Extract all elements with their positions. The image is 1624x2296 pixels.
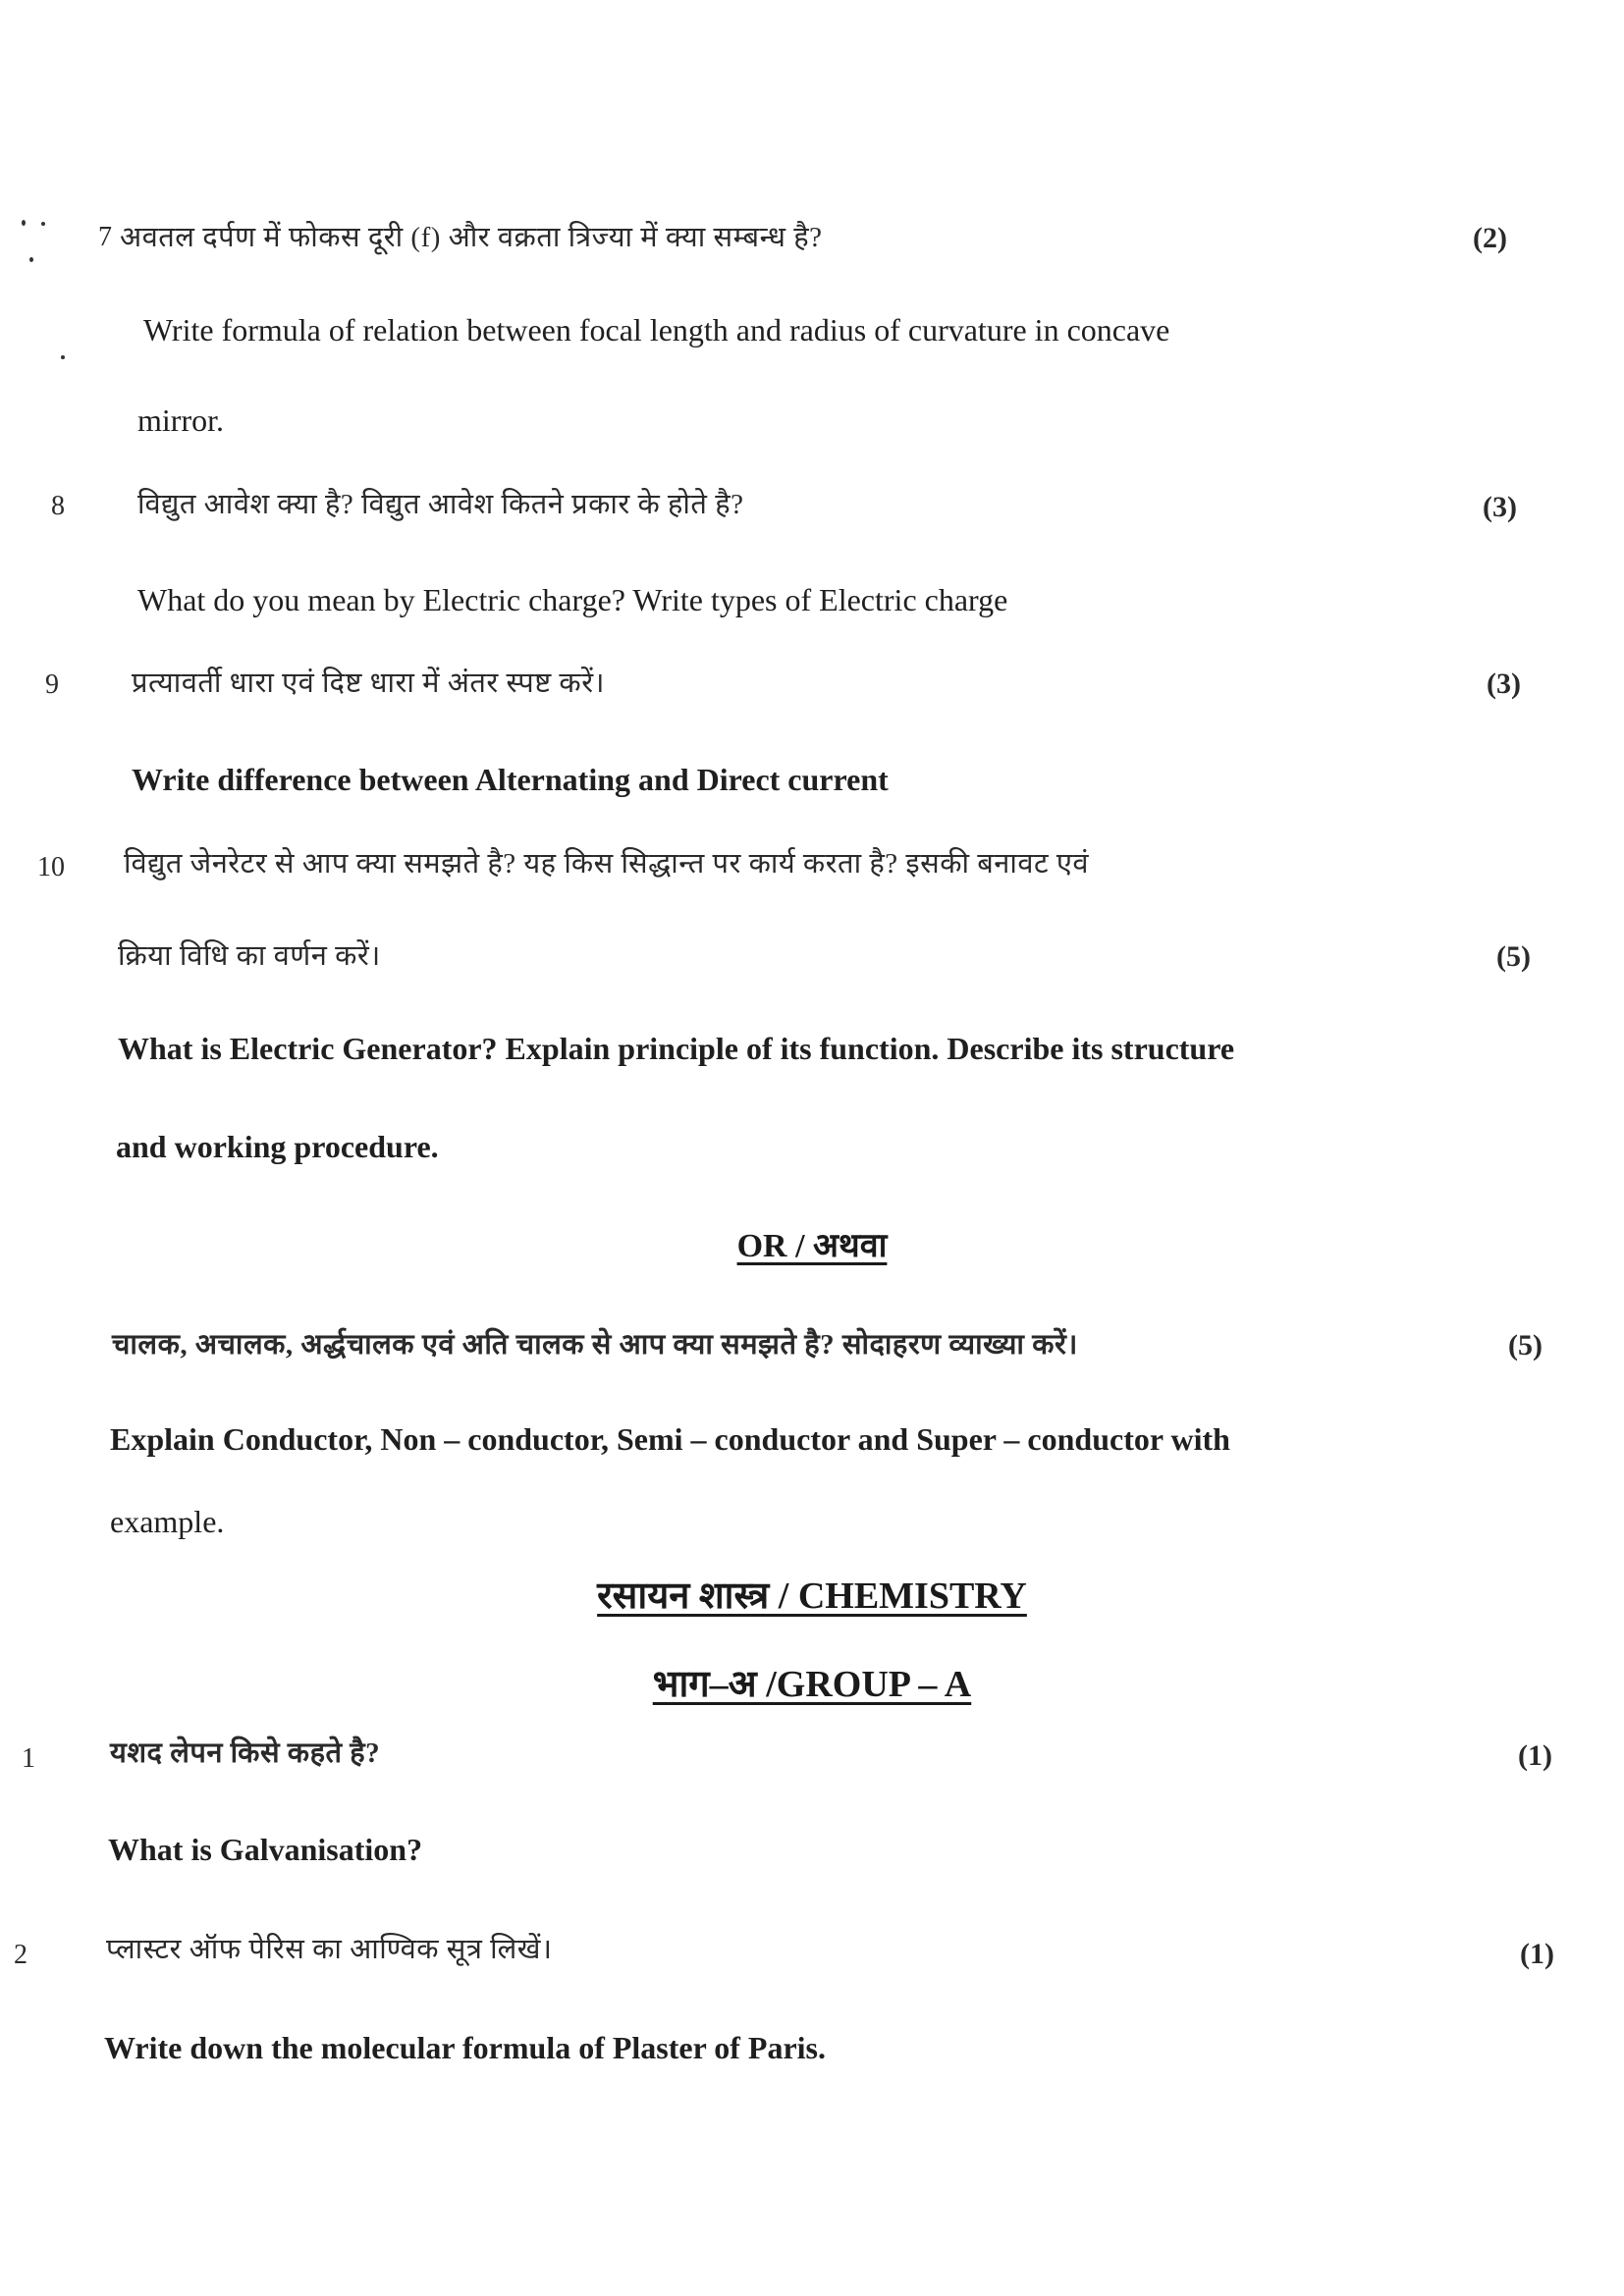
question-number: 2: [14, 1940, 27, 1970]
question-number: 8: [51, 491, 65, 521]
question-marks: (1): [1518, 1739, 1552, 1772]
question-hindi: यशद लेपन किसे कहते है?: [110, 1737, 381, 1769]
or-divider: OR / अथवा: [736, 1228, 888, 1264]
question-hindi: विद्युत आवेश क्या है? विद्युत आवेश कितने प्रकार के होते है?: [137, 489, 744, 520]
question-marks: (1): [1520, 1938, 1554, 1970]
question-english-cont: and working procedure.: [116, 1129, 439, 1164]
question-hindi: विद्युत जेनरेटर से आप क्या समझते है? यह किस सिद्धान्त पर कार्य करता है? इसकी बनावट एवं: [124, 848, 1090, 880]
question-hindi: प्रत्यावर्ती धारा एवं दिष्ट धारा में अंतर स्पष्ट करें।: [132, 667, 606, 699]
question-hindi: अवतल दर्पण में फोकस दूरी (f) और वक्रता त्रिज्या में क्या सम्बन्ध है?: [120, 222, 823, 253]
question-english-cont: example.: [110, 1504, 225, 1539]
question-english: Write down the molecular formula of Plaster of Paris.: [104, 2030, 826, 2065]
group-title: भाग–अ /GROUP – A: [652, 1664, 972, 1705]
question-hindi-cont: क्रिया विधि का वर्णन करें।: [118, 940, 381, 972]
section-title-chemistry: रसायन शास्त्र / CHEMISTRY: [597, 1575, 1027, 1617]
scan-speck: [29, 257, 33, 262]
question-marks: (3): [1487, 667, 1521, 700]
question-marks: (5): [1496, 940, 1531, 973]
scan-speck: [61, 355, 65, 359]
question-english: Write difference between Alternating and Direct current: [132, 762, 889, 797]
question-english: Write formula of relation between focal length and radius of curvature in concave: [143, 312, 1170, 347]
question-hindi: प्लास्टर ऑफ पेरिस का आण्विक सूत्र लिखें।: [106, 1934, 553, 1965]
question-marks: (3): [1483, 491, 1517, 523]
question-number: 10: [37, 852, 65, 882]
question-number: 9: [45, 669, 59, 700]
question-english: Explain Conductor, Non – conductor, Semi – conductor and Super – conductor with: [110, 1421, 1230, 1457]
question-marks: (5): [1508, 1329, 1543, 1362]
question-number: 1: [22, 1743, 35, 1774]
scan-speck: [41, 222, 45, 226]
question-hindi: चालक, अचालक, अर्द्धचालक एवं अति चालक से आप क्या समझते है? सोदाहरण व्याख्या करें।: [112, 1329, 1078, 1361]
question-english: What is Electric Generator? Explain principle of its function. Describe its structure: [118, 1031, 1235, 1066]
question-english: What do you mean by Electric charge? Write types of Electric charge: [137, 582, 1008, 617]
question-english: What is Galvanisation?: [108, 1832, 423, 1867]
question-number: 7: [98, 222, 112, 252]
question-english-cont: mirror.: [137, 402, 224, 438]
question-marks: (2): [1473, 222, 1507, 254]
scan-speck: [22, 220, 26, 226]
